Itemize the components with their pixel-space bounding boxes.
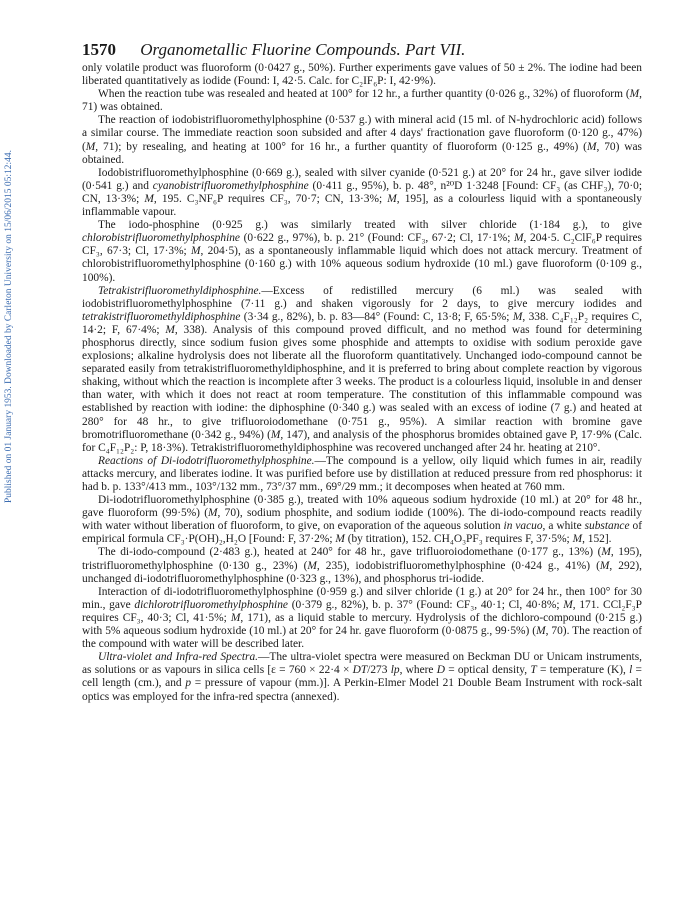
text-run: (0·411 g., 95%), b. p. 48°, n²⁰D 1·3248 [Found: CF₃ (as CHF₃), 70·0; CN, 13·3%;: [82, 179, 642, 205]
text-run: , 147), and analysis of the phosphorus bromides obtained gave P, 17·9% (Calc. for C₄F₁₂P₂: P, 18·3%). Tetrakistrifluoromethyldiphosphine was recovered unchanged after 24 hr. heating at 210°.: [82, 428, 642, 454]
italic-text: tetrakistrifluoromethyldiphosphine: [82, 310, 241, 323]
paragraph: [82, 455, 642, 494]
italic-text: dichlorotrifluoromethylphosphine: [134, 598, 288, 611]
text-run: The reaction of iodobistrifluoromethylphosphine (0·537 g.) with mineral acid (15 ml. of N-hydrochloric acid) follows a similar course. The immediate reaction soon subsided and after 4 days' fractionation gave fluoroform (0·120 g., 47%) (: [82, 114, 642, 153]
text-run: , 171. CCl₂F₃P requires CF₃, 40·3; Cl, 41·5%;: [82, 598, 642, 624]
italic-text: DT: [352, 664, 368, 677]
italic-text: lp: [390, 664, 400, 677]
text-run: Iodobistrifluoromethylphosphine (0·669 g.), sealed with silver cyanide (0·521 g.) at 20° for 24 hr., gave silver iodide (0·541 g.) and: [82, 166, 642, 192]
text-run: —The ultra-violet spectra were measured on Beckman DU or Unicam instruments, as solutions or as vapours in silica cells [ε = 760 × 22·4 ×: [82, 651, 642, 677]
italic-text: cyanobistrifluoromethylphosphine: [152, 179, 309, 192]
text-run: = pressure of vapour (mm.)]. A Perkin-Elmer Model 21 Double Beam Instrument with rock-salt optics was employed for the infra-red spectra (annexed).: [82, 677, 642, 703]
text-run: , 204·5. C₂ClF₆P requires CF₃, 67·3; Cl, 17·3%;: [82, 232, 642, 258]
text-run: , 171), as a liquid stable to mercury. Hydrolysis of the dichloro-compound (0·215 g.) with 5% aqueous sodium hydroxide (10 ml.) at 20° for 24 hr. gave fluoroform (0·0875 g., 99·5%) (: [82, 611, 642, 638]
text-run: Di-iodotrifluoromethylphosphine (0·385 g.), treated with 10% aqueous sodium hydroxide (10 ml.) at 20° for 48 hr., gave fluoroform (99·5%) (: [82, 494, 642, 520]
text-run: , 195], as a colourless liquid with a spontaneously inflammable vapour.: [82, 192, 642, 219]
text-run: , 292), unchanged di-iodotrifluoromethylphosphine (0·323 g., 13%), and phosphorus tri-iodide.: [82, 559, 642, 585]
text-run: (0·622 g., 97%), b. p. 21° (Found: CF₃, 67·2; Cl, 17·1%;: [239, 232, 515, 245]
italic-text: M: [190, 245, 201, 258]
italic-text: M: [572, 533, 583, 546]
page-header: [82, 40, 642, 60]
italic-text: M: [601, 546, 611, 559]
text-run: only volatile product was fluoroform (0·0427 g., 50%). Further experiments gave values of 50 ± 2%. The iodine had been liberated quantitatively as iodide (Found: I, 42·5. Calc. for C₂IF₆P: I, 42·9%).: [82, 62, 642, 88]
text-run: = cell length (cm.), and: [82, 664, 642, 690]
italic-text: M: [165, 323, 175, 336]
text-run: , 70), sodium phosphite, and sodium iodide (100%). The di-iodo-compound reacts readily with water without liberation of fluoroform, to give, on evaporation of the aqueous solution: [82, 507, 643, 533]
paragraph: [82, 651, 642, 703]
text-run: , 338. C₄F₁₂P₂ requires C, 14·2; F, 67·4%;: [82, 310, 642, 336]
italic-text: M: [208, 507, 218, 520]
text-run: Interaction of di-iodotrifluoromethylphosphine (0·959 g.) and silver chloride (1 g.) at 20° for 24 hr., then 100° for 30 min., gave: [82, 585, 642, 611]
text-run: , 70). The reaction of the compound with water will be described later.: [82, 625, 642, 651]
text-run: /273: [367, 664, 391, 677]
italic-text: M: [514, 232, 524, 245]
text-run: , where: [399, 664, 437, 677]
page-number: 1570: [82, 40, 116, 59]
text-run: , 70) was obtained.: [82, 140, 642, 166]
publication-margin-note: Published on 01 January 1953. Downloaded by Carleton University on 15/06/2015 05:12:44.: [4, 150, 14, 504]
text-run: , 71) was obtained.: [82, 88, 642, 114]
italic-text: M: [599, 559, 610, 572]
text-run: —Excess of redistilled mercury (6 ml.) was sealed with iodobistrifluoromethylphosphine (7·11 g.) and shaken vigorously for 2 days, to give mercury iodides and: [82, 284, 642, 310]
italic-text: chlorobistrifluoromethylphosphine: [82, 232, 240, 245]
italic-text: D: [436, 664, 445, 677]
italic-text: T: [530, 664, 537, 677]
text-run: , 152].: [582, 533, 612, 546]
italic-text: l: [629, 664, 633, 677]
text-run: When the reaction tube was resealed and heated at 100° for 12 hr., a further quantity (0·026 g., 32%) of fluoroform (: [98, 88, 630, 101]
italic-text: M: [536, 625, 546, 638]
running-title: Organometallic Fluorine Compounds. Part VII.: [140, 40, 466, 59]
paragraph: [82, 586, 642, 651]
text-run: (3·34 g., 82%), b. p. 83—84° (Found: C, 13·8; F, 65·5%;: [240, 310, 513, 323]
text-run: , 235), iodobistrifluoromethylphosphine (0·424 g., 41%) (: [316, 559, 600, 572]
text-run: , 195), tristrifluoromethylphosphine (0·130 g., 23%) (: [82, 546, 642, 572]
paragraph: [82, 88, 642, 114]
text-run: , 195. C₃NF₆P requires CF₃, 70·7; CN, 13·3%;: [153, 192, 388, 205]
paragraph: [82, 167, 642, 219]
paragraph: [82, 285, 642, 455]
paragraph: [82, 114, 642, 166]
text-run: = temperature (K),: [536, 664, 630, 677]
text-run: , a white: [542, 520, 585, 533]
paragraph: [82, 62, 642, 88]
text-run: (0·379 g., 82%), b. p. 37° (Found: CF₃, 40·1; Cl, 40·8%;: [287, 598, 564, 611]
body-text: [82, 62, 642, 704]
italic-text: substance: [584, 520, 630, 533]
italic-text: M: [270, 428, 281, 441]
text-run: The iodo-phosphine (0·925 g.) was similarly treated with silver chloride (1·184 g.), to give: [98, 219, 642, 232]
text-run: of empirical formula CF₃·P(OH)₂,H₂O [Found: F, 37·2%;: [82, 520, 642, 546]
text-run: , 338). Analysis of this compound proved difficult, and no method was found for determining phosphorus directly, since sodium fusion gives some phosphide and attempts to oxidise with sodium peroxide gave explosions; alkaline hydrolysis does not liberate all the fluoroform quantitatively. Unchanged iodo-compound cannot be separated easily from tetrakistrifluoromethyldiphosphine, and it is preferred to bring about complete reaction by vigorous shaking, without which the reaction is incomplete after 3 weeks. The product is a colourless liquid, insoluble in and denser than water, with which it does not react at room temperature. The constitution of this inflammable compound was established by reaction with iodine: the diphosphine (0·340 g.) was sealed with an excess of iodine (7 g.) and heated at 280° for 48 hr., to give trifluoroiodomethane (0·751 g., 95%). A similar reaction with bromine gave bromotrifluoromethane (0·342 g., 94%) (: [82, 323, 642, 441]
italic-text: M: [512, 310, 523, 323]
text-run: , 71); by resealing, and heating at 100° for 16 hr., a further quantity of fluoroform (0·125 g., 49%) (: [95, 140, 587, 153]
italic-text: Reactions of Di-iodotrifluoromethylphosphine.: [98, 454, 315, 467]
text-run: , 204·5), as a spontaneously inflammable liquid which does not attack mercury. Treatment of chlorobistrifluoromethylphosphine (0·160 g.) with 10% aqueous sodium hydroxide (10 ml.) gave fluoroform (0·109 g., 100%).: [82, 245, 642, 284]
italic-text: M: [586, 140, 597, 153]
paragraph: [82, 219, 642, 284]
italic-text: M: [307, 559, 317, 572]
italic-text: M: [335, 533, 345, 546]
paragraph: [82, 546, 642, 585]
italic-text: Tetrakistrifluoromethyldiphosphine.: [98, 284, 262, 297]
italic-text: M: [144, 192, 154, 205]
paragraph: [82, 494, 642, 546]
italic-text: M: [85, 140, 96, 153]
text-run: —The compound is a yellow, oily liquid which fumes in air, readily attacks mercury, and liberates iodine. It was purified before use by distillation at reduced pressure from red phosphorus: it had b. p. 133°/413 mm., 103°/132 mm., 73°/37 mm., 69°/29 mm.; it decomposes when heated at 760 mm.: [82, 454, 642, 493]
text-run: The di-iodo-compound (2·483 g.), heated at 240° for 48 hr., gave trifluoroiodomethane (0·177 g., 13%) (: [98, 546, 602, 559]
italic-text: M: [387, 192, 397, 205]
italic-text: p: [185, 677, 192, 690]
text-run: (by titration), 152. CH₄O₃PF₃ requires F, 37·5%;: [344, 533, 573, 546]
italic-text: in vacuo: [503, 520, 543, 533]
italic-text: M: [230, 611, 241, 624]
italic-text: M: [563, 598, 573, 611]
text-run: = optical density,: [444, 664, 531, 677]
italic-text: M: [629, 88, 640, 101]
italic-text: Ultra-violet and Infra-red Spectra.: [98, 651, 258, 664]
